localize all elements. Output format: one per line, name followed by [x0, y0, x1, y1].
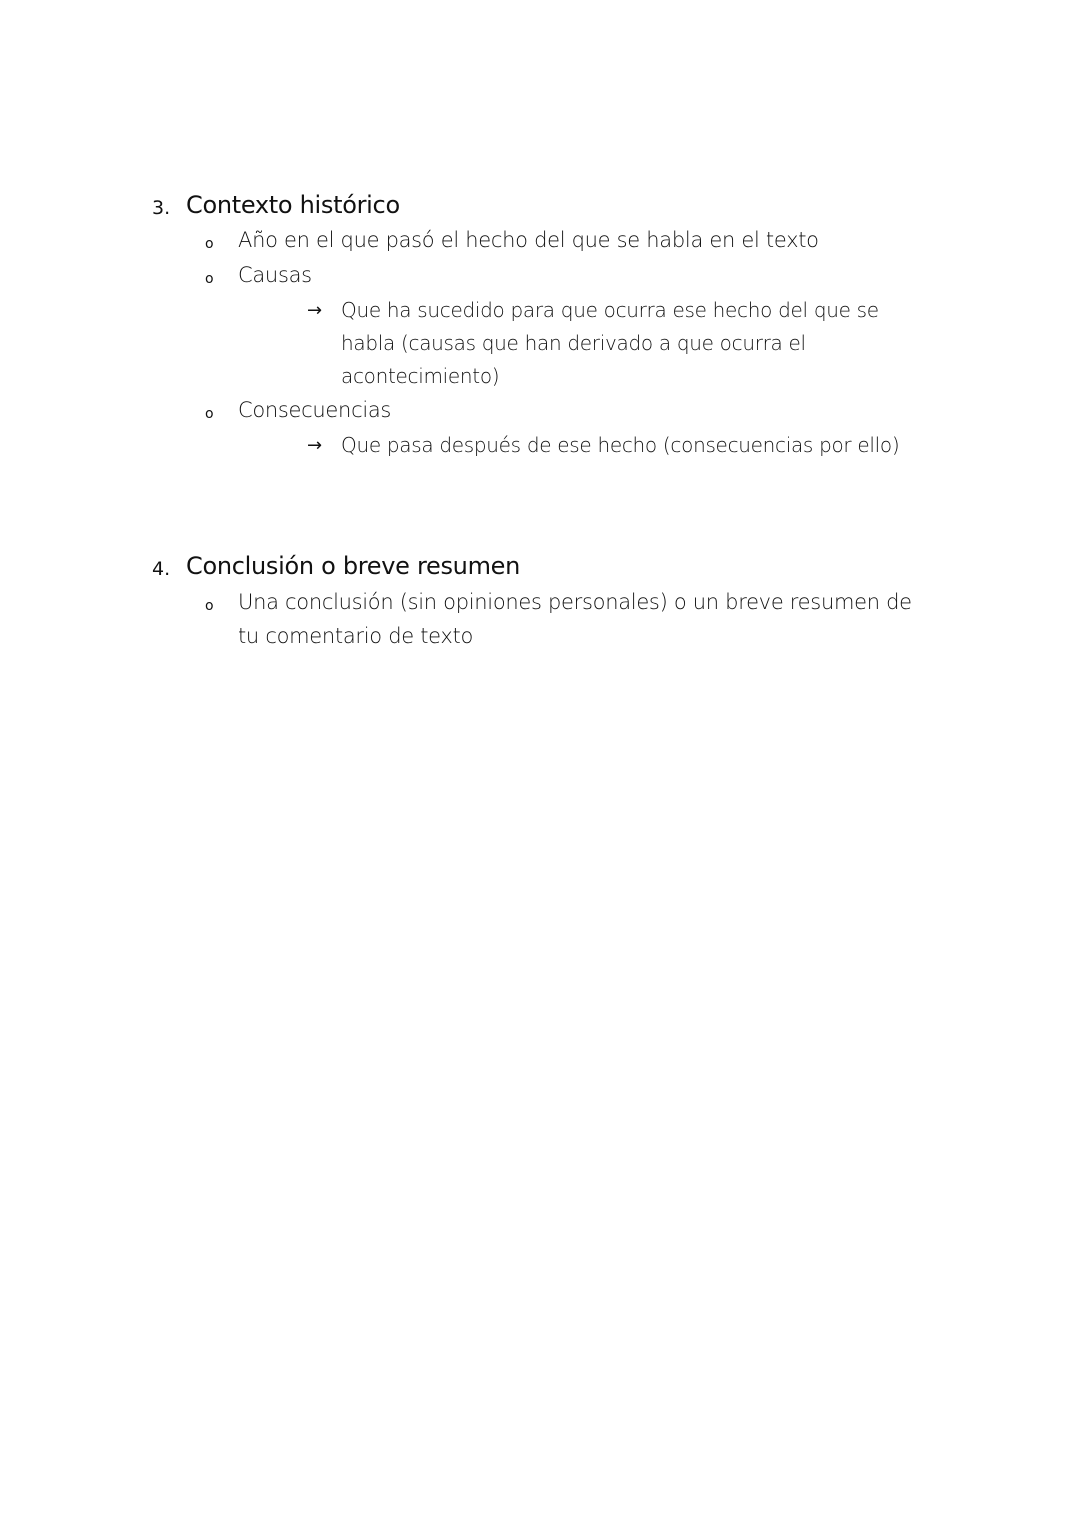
list-item-line: Una conclusión (sin opiniones personales) o un breve resumen de	[238, 590, 912, 614]
sub-item-line: acontecimiento)	[341, 364, 500, 388]
arrow-right-icon: →	[307, 300, 323, 321]
bullet-circle-icon: o	[205, 598, 214, 614]
sub-item-line: Que ha sucedido para que ocurra ese hecho del que se	[341, 298, 879, 322]
list-item: Consecuencias	[238, 398, 392, 422]
list-item: Año en el que pasó el hecho del que se habla en el texto	[238, 228, 819, 252]
sub-item-line: Que pasa después de ese hecho (consecuencias por ello)	[341, 433, 900, 457]
sub-item-line: habla (causas que han derivado a que ocurra el	[341, 331, 806, 355]
bullet-circle-icon: o	[205, 236, 214, 252]
section-heading: Contexto histórico	[186, 191, 400, 219]
section-number: 4.	[152, 558, 171, 580]
list-item: Causas	[238, 263, 312, 287]
arrow-right-icon: →	[307, 435, 323, 456]
list-item-line: tu comentario de texto	[238, 624, 474, 648]
section-number: 3.	[152, 197, 171, 219]
bullet-circle-icon: o	[205, 406, 214, 422]
bullet-circle-icon: o	[205, 271, 214, 287]
section-heading: Conclusión o breve resumen	[186, 552, 521, 580]
